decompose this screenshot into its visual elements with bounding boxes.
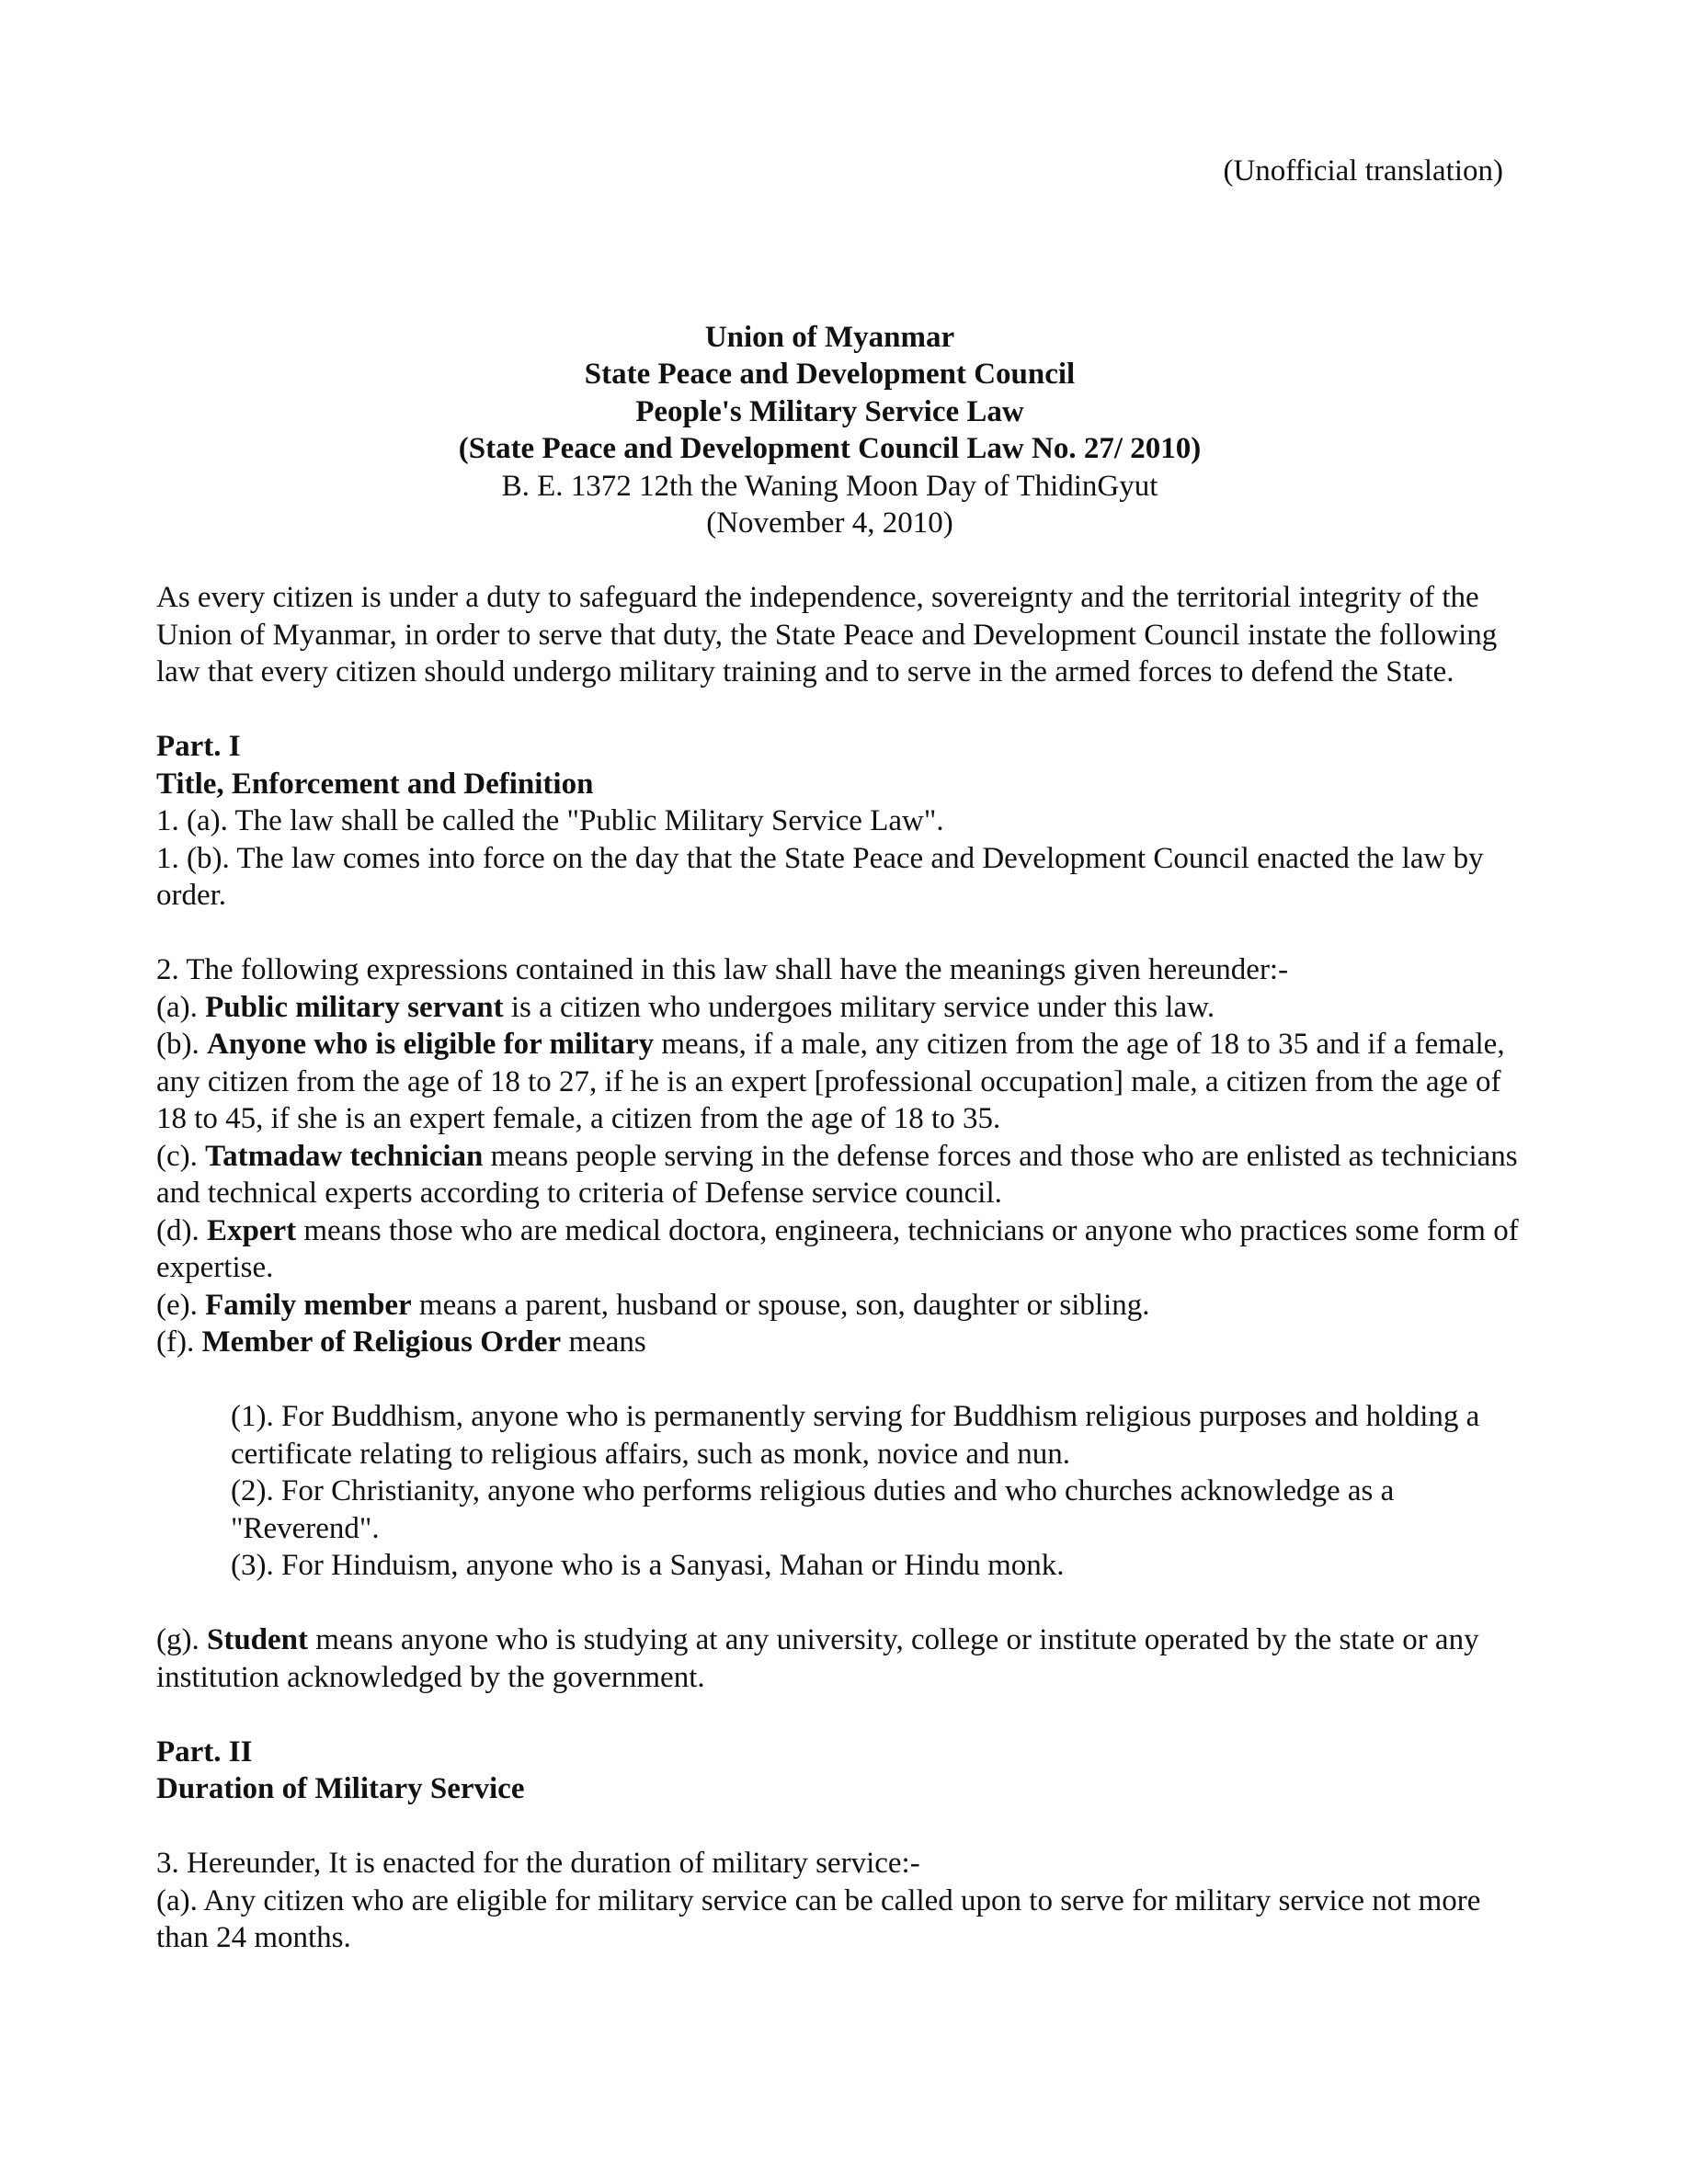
section-2-intro: 2. The following expressions contained in this law shall have the meanings given hereunder:-	[156, 953, 1289, 986]
definition-a: (a). Public military servant is a citizen who undergoes military service under this law.	[156, 990, 1215, 1024]
religious-item-buddhism: (1). For Buddhism, anyone who is permanently serving for Buddhism religious purposes and holding a certificate relating to religious affairs, such as monk, novice and nun.	[231, 1400, 1480, 1471]
definition-term: Member of Religious Order	[201, 1325, 562, 1359]
definition-d: (d). Expert means those who are medical doctora, engineera, technicians or anyone who practices some form of expertise.	[156, 1213, 1519, 1284]
section-3a: (a). Any citizen who are eligible for military service can be called upon to serve for military service not more than 24 months.	[156, 1883, 1481, 1954]
preamble: As every citizen is under a duty to safeguard the independence, sovereignty and the territorial integrity of the Union of Myanmar, in order to serve that duty, the State Peace and Development Council instate the following law that every citizen should undergo military training and to serve in the armed forces to defend the State.	[156, 581, 1498, 688]
heading-date: (November 4, 2010)	[706, 506, 953, 540]
definition-b: (b). Anyone who is eligible for military means, if a male, any citizen from the age of 18 to 35 and if a female, any citizen from the age of 18 to 27, if he is an expert [professional occupation] male, a citizen from the age of 18 to 45, if she is an expert female, a citizen from the age of 18 to 35.	[156, 1028, 1505, 1135]
heading-union: Union of Myanmar	[704, 320, 955, 354]
religious-item-hinduism: (3). For Hinduism, anyone who is a Sanyasi, Mahan or Hindu monk.	[231, 1549, 1065, 1582]
heading-law-title: People's Military Service Law	[635, 394, 1024, 428]
definition-term: Anyone who is eligible for military	[206, 1028, 655, 1061]
definition-term: Family member	[205, 1288, 412, 1322]
part2-label: Part. II	[156, 1735, 253, 1769]
part2-title: Duration of Military Service	[156, 1772, 525, 1805]
section-1a: 1. (a). The law shall be called the "Public Military Service Law".	[156, 804, 944, 837]
definition-term: Public military servant	[205, 990, 504, 1024]
definition-c: (c). Tatmadaw technician means people serving in the defense forces and those who are enlisted as technicians and technical experts according to criteria of Defense service council.	[156, 1139, 1518, 1210]
section-3-intro: 3. Hereunder, It is enacted for the duration of military service:-	[156, 1847, 920, 1880]
part1-title: Title, Enforcement and Definition	[156, 767, 594, 801]
definition-g: (g). Student means anyone who is studying at any university, college or institute operated by the state or any institution acknowledged by the government.	[156, 1623, 1479, 1694]
heading-council: State Peace and Development Council	[584, 358, 1076, 391]
definition-e: (e). Family member means a parent, husband or spouse, son, daughter or sibling.	[156, 1288, 1150, 1322]
section-1b: 1. (b). The law comes into force on the day that the State Peace and Development Council enacted the law by order.	[156, 841, 1484, 912]
heading-law-number: (State Peace and Development Council Law No. 27/ 2010)	[458, 432, 1202, 465]
law-heading	[156, 319, 1503, 542]
religious-order-list	[156, 1398, 1535, 1585]
definition-f: (f). Member of Religious Order means	[156, 1325, 646, 1359]
document-body	[156, 153, 1535, 1957]
definition-term: Expert	[206, 1213, 297, 1247]
definition-term: Tatmadaw technician	[205, 1139, 484, 1173]
religious-item-christianity: (2). For Christianity, anyone who performs religious duties and who churches acknowledge as a "Reverend".	[231, 1474, 1395, 1545]
heading-date-burmese: B. E. 1372 12th the Waning Moon Day of ThidinGyut	[501, 469, 1158, 503]
definition-term: Student	[206, 1623, 309, 1656]
unofficial-translation-note: (Unofficial translation)	[1223, 154, 1503, 188]
part1-label: Part. I	[156, 730, 241, 763]
